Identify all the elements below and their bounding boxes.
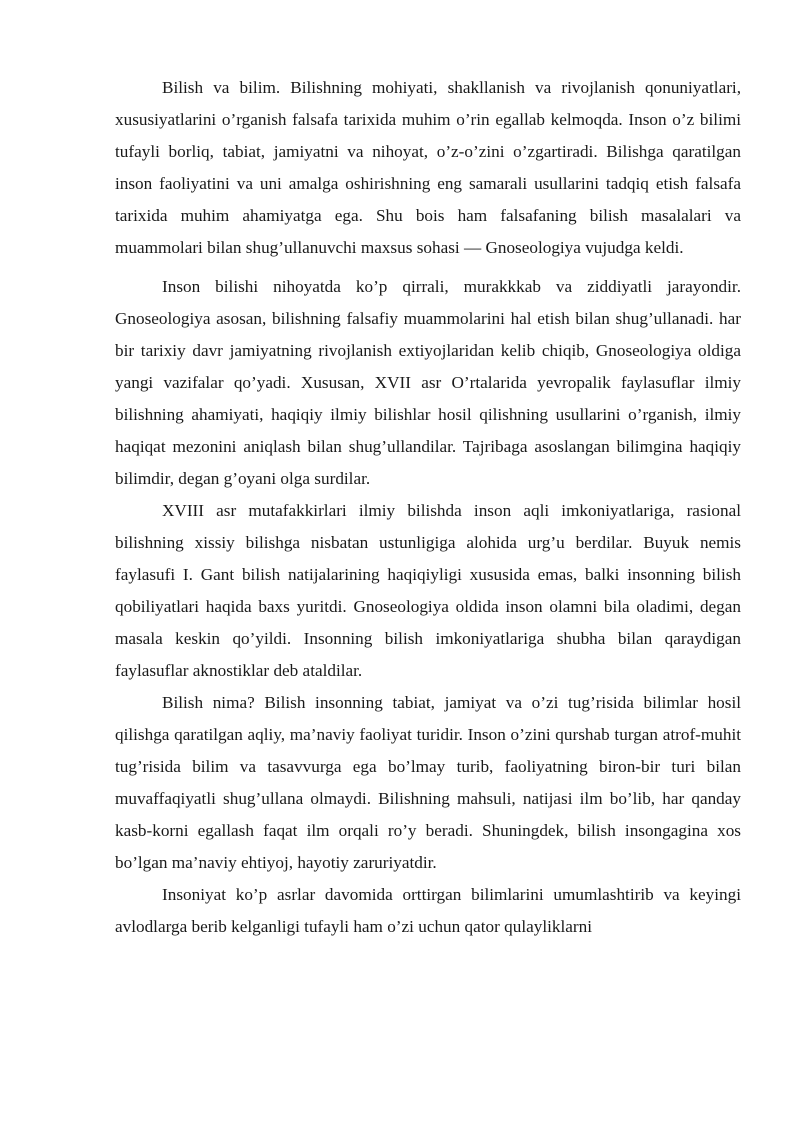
paragraph-bilish-va-bilim: Bilish va bilim. Bilishning mohiyati, shakllanish va rivojlanish qonuniyatlari, xususiyatlarini o’rganish falsafa tarixida muhim o’rin egallab kelmoqda. Inson o’z bilimi tufayli borliq, tabiat, jamiyatni va nihoyat, o’z-o’zini o’zgartiradi. Bilishga qaratilgan inson faoliyatini va uni amalga oshirishning eng samarali usullarini tadqiq etish falsafa tarixida muhim ahamiyatga ega. Shu bois ham falsafaning bilish masalalari va muammolari bilan shug’ullanuvchi maxsus sohasi — Gnoseologiya vujudga keldi.: [115, 78, 741, 257]
paragraph-xviii-asr: XVIII asr mutafakkirlari ilmiy bilishda inson aqli imkoniyatlariga, rasional bilishning xissiy bilishga nisbatan ustunligiga alohida urg’u berdilar. Buyuk nemis faylasufi I. Gant bilish natijalarining haqiqiyligi xususida emas, balki insonning bilish qobiliyatlari haqida baxs yuritdi. Gnoseologiya oldida inson olamni bila oladimi, degan masala keskin qo’yildi. Insonning bilish imkoniyatlariga shubha bilan qaraydigan faylasuflar aknostiklar deb ataldilar.: [115, 501, 741, 680]
paragraph-bilish-nima: Bilish nima? Bilish insonning tabiat, jamiyat va o’zi tug’risida bilimlar hosil qilishga qaratilgan aqliy, ma’naviy faoliyat turidir. Inson o’zini qurshab turgan atrof-muhit tug’risida bilim va tasavvurga ega bo’lmay turib, faoliyatning biron-bir turi bilan muvaffaqiyatli shug’ullana olmaydi. Bilishning mahsuli, natijasi ilm bo’lib, har qanday kasb-korni egallash faqat ilm orqali ro’y beradi. Shuningdek, bilish insongagina xos bo’lgan ma’naviy ehtiyoj, hayotiy zaruriyatdir.: [115, 693, 741, 872]
document-page: [115, 72, 741, 943]
paragraph-insoniyat: Insoniyat ko’p asrlar davomida orttirgan bilimlarini umumlashtirib va keyingi avlodlarga berib kelganligi tufayli ham o’zi uchun qator qulayliklarni: [115, 885, 741, 936]
paragraph-inson-bilishi: Inson bilishi nihoyatda ko’p qirrali, murakkkab va ziddiyatli jarayondir. Gnoseologiya asosan, bilishning falsafiy muammolarini hal etish bilan shug’ullanadi. har bir tarixiy davr jamiyatning rivojlanish extiyojlaridan kelib chiqib, Gnoseologiya oldiga yangi vazifalar qo’yadi. Xususan, XVII asr O’rtalarida yevropalik faylasuflar ilmiy bilishning ahamiyati, haqiqiy ilmiy bilishlar hosil qilishning usullarini o’rganish, ilmiy haqiqat mezonini aniqlash bilan shug’ullandilar. Tajribaga asoslangan bilimgina haqiqiy bilimdir, degan g’oyani olga surdilar.: [115, 277, 741, 488]
